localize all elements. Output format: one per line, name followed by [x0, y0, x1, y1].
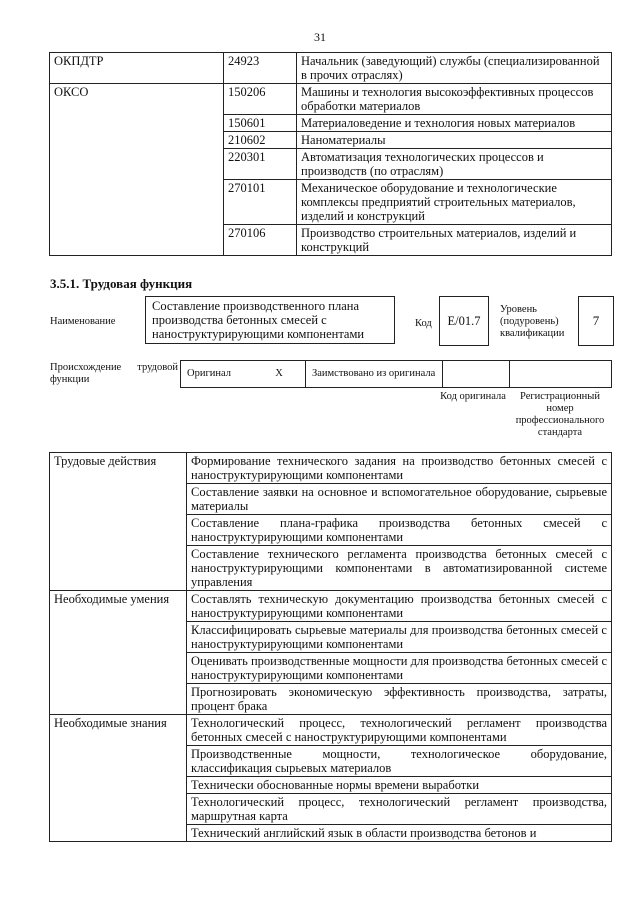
classifier-code: 150601 — [224, 115, 297, 132]
classifier-title: Начальник (заведующий) службы (специализированной в прочих отраслях) — [297, 53, 612, 84]
table-row — [50, 132, 612, 149]
classifier-code: 220301 — [224, 149, 297, 180]
table-row — [50, 825, 612, 842]
classifier-code: 210602 — [224, 132, 297, 149]
original-mark: X — [253, 361, 306, 388]
function-item: Технологический процесс, технологический регламент производства, маршрутная карта — [187, 794, 612, 825]
original-label: Оригинал — [181, 361, 254, 388]
table-row — [181, 361, 612, 388]
function-item: Прогнозировать экономическую эффективность производства, затраты, процент брака — [187, 684, 612, 715]
code-label: Код — [415, 318, 432, 329]
origin-table — [180, 360, 612, 388]
page-number: 31 — [314, 30, 326, 44]
table-row — [50, 653, 612, 684]
section-title: 3.5.1. Трудовая функция — [50, 276, 193, 291]
function-item: Формирование технического задания на производство бетонных смесей с наноструктурирующими компонентами — [187, 453, 612, 484]
classifier-label: ОКСО — [50, 84, 224, 115]
table-row — [50, 515, 612, 546]
table-row — [50, 84, 612, 115]
labor-function-table — [49, 452, 612, 842]
classifier-title: Машины и технология высокоэффективных процессов обработки материалов — [297, 84, 612, 115]
table-row — [50, 794, 612, 825]
function-item: Составление плана-графика производства бетонных смесей с наноструктурирующими компонентами — [187, 515, 612, 546]
classifier-title: Наноматериалы — [297, 132, 612, 149]
classifier-code: 270106 — [224, 225, 297, 256]
classification-table — [49, 52, 612, 256]
table-row — [50, 115, 612, 132]
classifier-title: Автоматизация технологических процессов и производств (по отраслям) — [297, 149, 612, 180]
classifier-code: 270101 — [224, 180, 297, 225]
origin-label: Происхождение трудовой функции — [50, 362, 178, 385]
table-row — [50, 684, 612, 715]
function-item: Технически обоснованные нормы времени выработки — [187, 777, 612, 794]
table-row — [50, 546, 612, 591]
function-item: Технологический процесс, технологический регламент производства бетонных смесей с наноструктурирующими компонентами — [187, 715, 612, 746]
table-row — [50, 715, 612, 746]
classifier-code: 150206 — [224, 84, 297, 115]
table-row — [50, 149, 612, 180]
table-row — [50, 453, 612, 484]
table-row — [50, 225, 612, 256]
function-item: Составление заявки на основное и вспомогательное оборудование, сырьевые материалы — [187, 484, 612, 515]
original-code-caption: Код оригинала — [440, 391, 506, 402]
table-row — [50, 180, 612, 225]
category-label: Необходимые знания — [50, 715, 187, 746]
function-name: Составление производственного плана производства бетонных смесей с наноструктурирующими компонентами — [145, 296, 395, 344]
classifier-title: Производство строительных материалов, изделий и конструкций — [297, 225, 612, 256]
registration-number-caption: Регистрационный номер профессионального стандарта — [515, 391, 605, 438]
classifier-code: 24923 — [224, 53, 297, 84]
function-item: Производственные мощности, технологическое оборудование, классификация сырьевых материалов — [187, 746, 612, 777]
table-row — [50, 484, 612, 515]
function-item: Составление технического регламента производства бетонных смесей с наноструктурирующими компонентами в автоматизированной системе управления — [187, 546, 612, 591]
classifier-label: ОКПДТР — [50, 53, 224, 84]
table-row — [50, 777, 612, 794]
table-row — [50, 53, 612, 84]
function-item: Оценивать производственные мощности для производства бетонных смесей с наноструктурирующими компонентами — [187, 653, 612, 684]
name-label: Наименование — [50, 316, 116, 327]
category-label: Необходимые умения — [50, 591, 187, 622]
function-item: Технический английский язык в области производства бетонов и — [187, 825, 612, 842]
function-item: Составлять техническую документацию производства бетонных смесей с наноструктурирующими компонентами — [187, 591, 612, 622]
table-row — [50, 746, 612, 777]
level-value: 7 — [578, 296, 614, 346]
table-row — [50, 622, 612, 653]
level-label: Уровень (подуровень) квалификации — [500, 304, 565, 339]
function-item: Классифицировать сырьевые материалы для производства бетонных смесей с наноструктурирующими компонентами — [187, 622, 612, 653]
classifier-title: Материаловедение и технология новых материалов — [297, 115, 612, 132]
table-row — [50, 591, 612, 622]
classifier-title: Механическое оборудование и технологические комплексы предприятий строительных материалов, изделий и конструкций — [297, 180, 612, 225]
borrowed-label: Заимствовано из оригинала — [306, 361, 443, 388]
category-label: Трудовые действия — [50, 453, 187, 484]
function-code: E/01.7 — [439, 296, 489, 346]
